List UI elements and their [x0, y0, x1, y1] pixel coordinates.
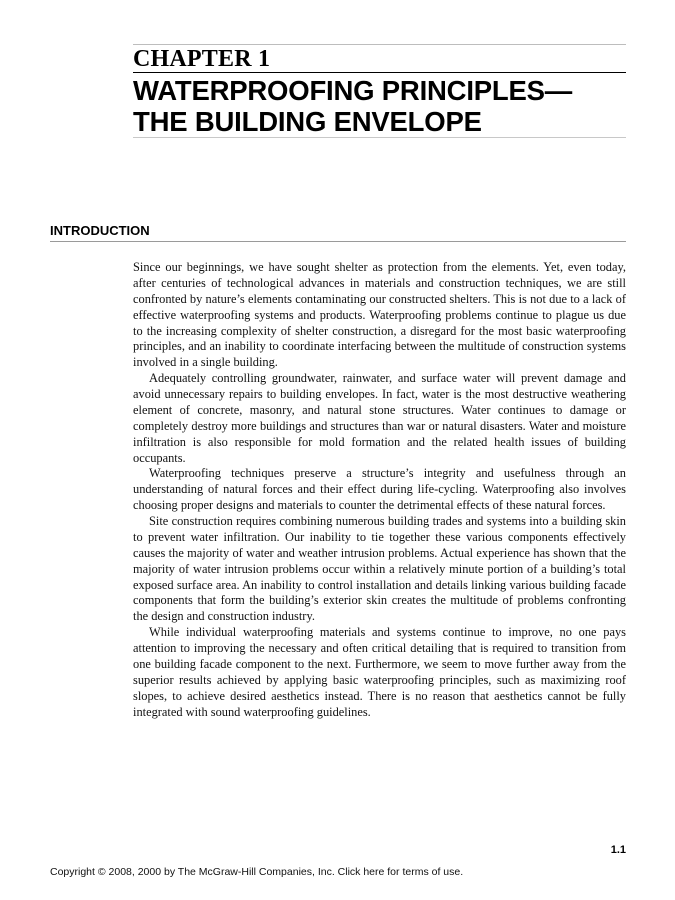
terms-of-use-link[interactable]: Click here for terms of use. [337, 866, 464, 878]
chapter-title-line-1: WATERPROOFING PRINCIPLES— [133, 75, 573, 106]
paragraph-5: While individual waterproofing materials and systems continue to improve, no one pays attention to improving the necessary and often critical detailing that is required to transition from one building facade component to the next. Furthermore, we seem to move further away from the superior results achieved by applying basic waterproofing principles, such as maximizing roof slopes, to achieve desired aesthetics instead. There is no reason that aesthetics cannot be fully integrated with sound waterproofing guidelines. [133, 625, 626, 719]
paragraph-2: Adequately controlling groundwater, rainwater, and surface water will prevent damage and avoid unnecessary repairs to building envelopes. In fact, water is the most destructive weathering element of concrete, masonry, and natural stone structures. Water continues to damage or completely destroy more buildings and structures than war or natural disasters. Water and moisture infiltration is also responsible for mold formation and the related health issues of building occupants. [133, 371, 626, 465]
section-rule [50, 241, 626, 242]
chapter-title [133, 75, 633, 137]
paragraph-1: Since our beginnings, we have sought shelter as protection from the elements. Yet, even today, after centuries of technological advances in materials and construction techniques, we are still confronted by nature’s elements contaminating our constructed shelters. This is not due to a lack of effective waterproofing systems and products. Waterproofing problems continue to plague us due to the increasing complexity of shelter construction, a disregard for the most basic waterproofing principles, and an inability to coordinate interfacing between the multitude of construction systems involved in a single building. [133, 260, 626, 370]
page-number: 1.1 [610, 844, 626, 856]
chapter-rule [133, 72, 626, 73]
title-bottom-rule [133, 137, 626, 138]
chapter-label: CHAPTER 1 [133, 46, 271, 72]
paragraph-4: Site construction requires combining numerous building trades and systems into a building skin to prevent water infiltration. Our inability to tie together these various components effectively causes the majority of water and weather intrusion problems. Actual experience has shown that the majority of water intrusion problems occur within a relatively minute portion of a building’s total exposed surface area. An inability to control installation and details linking various building facade components that form the building’s exterior skin creates the multitude of problems confronting the design and construction industry. [133, 514, 626, 624]
paragraph-3: Waterproofing techniques preserve a structure’s integrity and usefulness through an understanding of natural forces and their effect during life-cycling. Waterproofing also involves choosing proper designs and materials to counter the detrimental effects of these natural forces. [133, 466, 626, 513]
body-text [133, 260, 626, 720]
copyright-text: Copyright © 2008, 2000 by The McGraw-Hill Companies, Inc. [50, 866, 338, 878]
copyright-notice [50, 865, 463, 879]
section-heading-introduction: INTRODUCTION [50, 223, 150, 238]
chapter-title-line-2: THE BUILDING ENVELOPE [133, 106, 482, 137]
